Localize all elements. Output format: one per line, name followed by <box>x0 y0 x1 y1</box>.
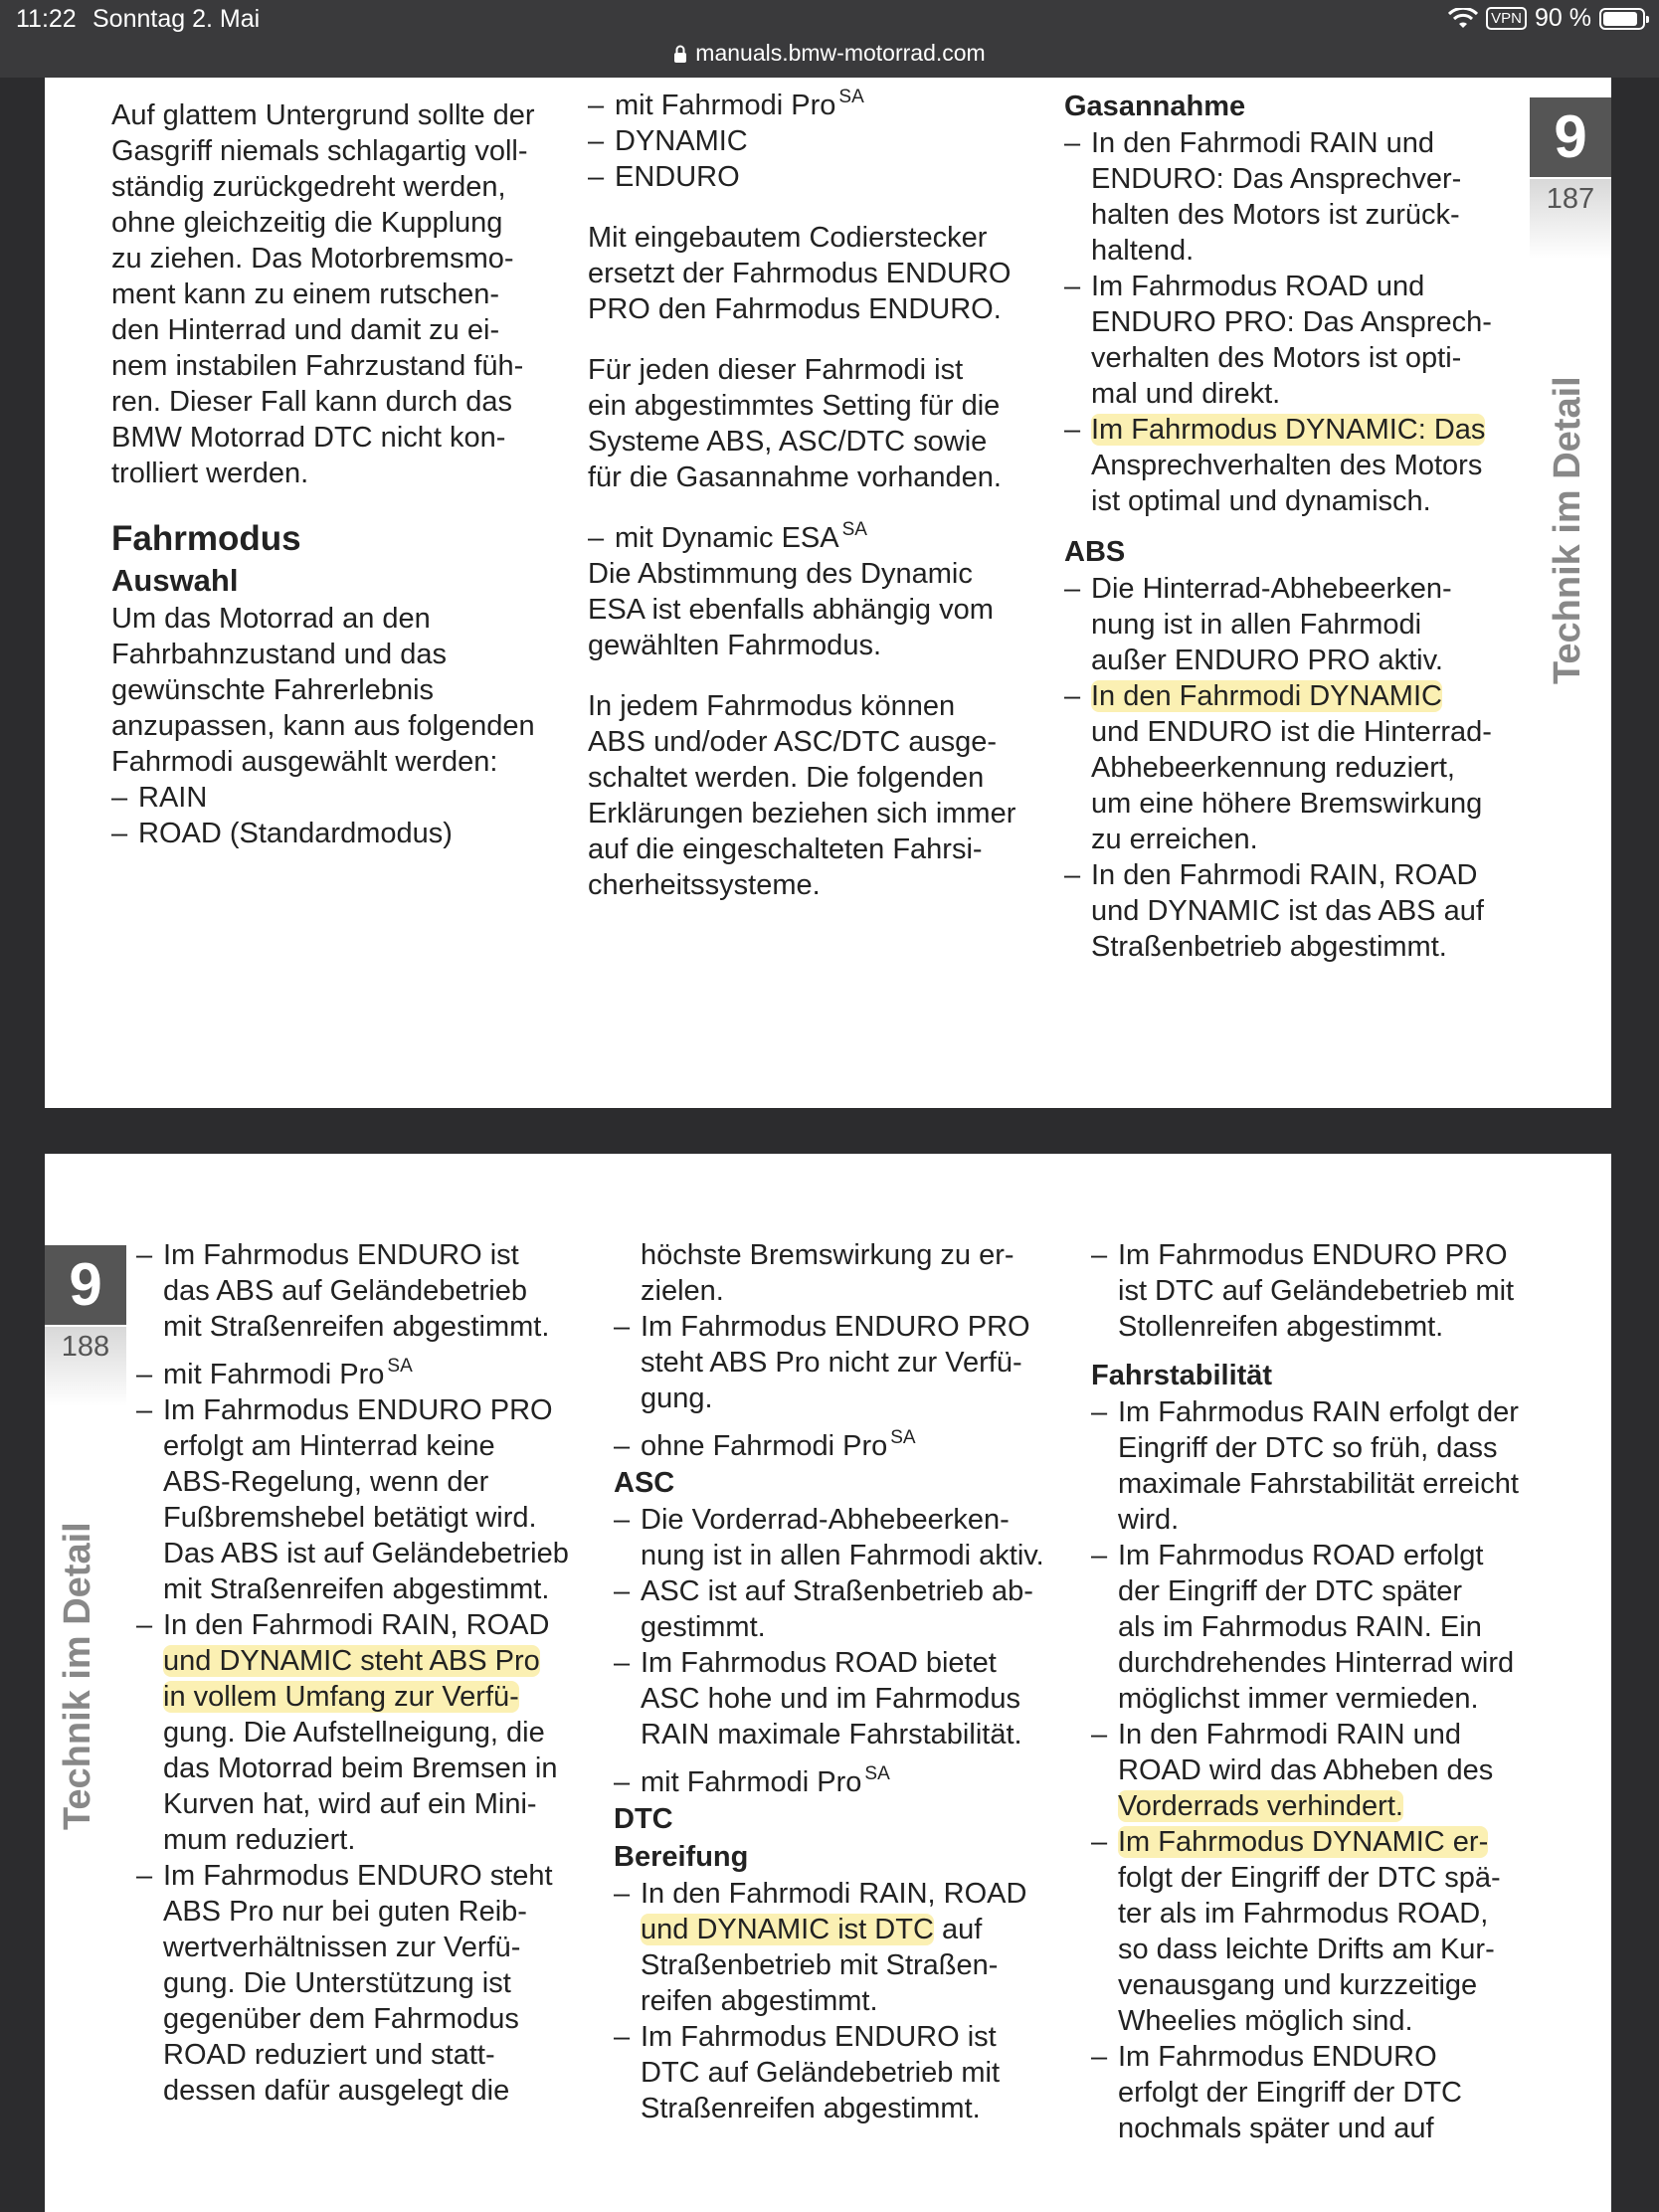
list-item: – Im Fahrmodus ENDURO ist das ABS auf Geländebetrieb mit Straßenreifen abgestimmt. <box>136 1237 604 1345</box>
abs-heading: ABS <box>1064 536 1126 568</box>
lock-icon <box>673 45 687 63</box>
list-item: – Im Fahrmodus ROAD erfolgt der Eingriff der DTC später als im Fahrmodus RAIN. Ein durchdrehendes Hinterrad wird möglichst immer vermieden. <box>1091 1538 1588 1717</box>
list-item: – mit Dynamic ESA $^{SA}$ <box>588 520 1045 556</box>
highlight: in vollem Umfang zur Verfü- <box>163 1681 519 1713</box>
list-item: – ohne Fahrmodi Pro $^{SA}$ <box>614 1428 1091 1464</box>
status-bar <box>0 0 1659 38</box>
page-number: 187 <box>1530 177 1611 259</box>
battery-percent: 90 % <box>1535 4 1591 32</box>
selection-text: Um das Motorrad an den Fahrbahnzustand und das gewünschte Fahrerlebnis anzupassen, kann aus folgenden Fahrmodi ausgewählt werden: <box>111 603 535 778</box>
tyre-heading: Bereifung <box>614 1841 749 1873</box>
vpn-badge: VPN <box>1486 7 1527 30</box>
battery-icon <box>1599 8 1645 30</box>
chapter-tab <box>45 1245 126 1406</box>
list-item: – DYNAMIC <box>588 123 1045 159</box>
list-item: – Im Fahrmodus ROAD bietet ASC hohe und im Fahrmodus RAIN maximale Fahrstabilität. <box>614 1645 1091 1752</box>
list-item: – Im Fahrmodus ENDURO PRO steht ABS Pro nicht zur Verfü- gung. <box>614 1309 1091 1416</box>
chapter-side-title: Technik im Detail <box>57 1522 98 1830</box>
list-item: – Im Fahrmodus ENDURO erfolgt der Eingriff der DTC nochmals später und auf <box>1091 2039 1588 2146</box>
chapter-tab <box>1530 97 1611 259</box>
wifi-icon <box>1448 8 1478 30</box>
list-item: – In den Fahrmodi RAIN und ROAD wird das Abheben des Vorderrads verhindert. <box>1091 1717 1588 1824</box>
page187-column-2 <box>588 88 1045 903</box>
url-text[interactable]: manuals.bmw-motorrad.com <box>695 40 986 66</box>
page188-column-1 <box>136 1237 604 2109</box>
list-item: – Im Fahrmodus DYNAMIC: Das Ansprechverhalten des Motors ist optimal und dynamisch. <box>1064 412 1562 519</box>
gas-heading: Gasannahme <box>1064 91 1246 122</box>
intro-text: Auf glattem Untergrund sollte der Gasgriff niemals schlagartig voll- ständig zurückgedreht werden, ohne gleichzeitig die Kupplung zu ziehen. Das Motorbremsmo- ment kann zu einem rutschen- den Hinterrad und damit zu ei- nem instabilen Fahrzustand füh- ren. Dieser Fall kann durch das BMW Motorrad DTC nicht kon- trolliert werden. <box>111 99 535 489</box>
stability-heading: Fahrstabilität <box>1091 1360 1273 1391</box>
list-item: – mit Fahrmodi Pro $^{SA}$ <box>136 1357 604 1392</box>
status-date: Sonntag 2. Mai <box>92 5 261 33</box>
section-heading: Fahrmodus <box>111 519 301 558</box>
paragraph: Die Abstimmung des Dynamic ESA ist ebenfalls abhängig vom gewählten Fahrmodus. <box>588 558 994 661</box>
dtc-heading: DTC <box>614 1803 673 1835</box>
list-item: – Im Fahrmodus ROAD und ENDURO PRO: Das Ansprech- verhalten des Motors ist opti- mal und direkt. <box>1064 269 1562 412</box>
paragraph: Für jeden dieser Fahrmodi ist ein abgestimmtes Setting für die Systeme ABS, ASC/DTC sowie für die Gasannahme vorhanden. <box>588 354 1002 493</box>
list-item: – ASC ist auf Straßenbetrieb ab- gestimmt. <box>614 1573 1091 1645</box>
continued-text: höchste Bremswirkung zu er- zielen. <box>641 1239 1014 1307</box>
highlight: Im Fahrmodus DYNAMIC er- <box>1118 1826 1489 1858</box>
highlight: und DYNAMIC ist DTC <box>641 1914 934 1945</box>
paragraph: In jedem Fahrmodus können ABS und/oder ASC/DTC ausge- schaltet werden. Die folgenden Erklärungen beziehen sich immer auf die eingeschalteten Fahrsi- cherheitssysteme. <box>588 690 1016 901</box>
list-item: – In den Fahrmodi RAIN, ROAD und DYNAMIC ist das ABS auf Straßenbetrieb abgestimmt. <box>1064 857 1562 965</box>
page188-column-2 <box>614 1237 1091 2126</box>
list-item: – ROAD (Standardmodus) <box>111 816 549 851</box>
list-item: – mit Fahrmodi Pro $^{SA}$ <box>588 88 1045 123</box>
highlight: und DYNAMIC steht ABS Pro <box>163 1645 540 1677</box>
list-item: – In den Fahrmodi RAIN, ROAD und DYNAMIC steht ABS Pro in vollem Umfang zur Verfü- gung. Die Aufstellneigung, die das Motorrad beim Bremsen in Kurven hat, wird auf ein Mini- mum reduziert. <box>136 1607 604 1858</box>
highlight: In den Fahrmodi DYNAMIC <box>1091 680 1442 712</box>
list-item: – Die Vorderrad-Abhebeerken- nung ist in allen Fahrmodi aktiv. <box>614 1502 1091 1573</box>
page187-column-1 <box>111 97 549 851</box>
list-item: – Im Fahrmodus ENDURO PRO erfolgt am Hinterrad keine ABS-Regelung, wenn der Fußbremshebel betätigt wird. Das ABS ist auf Geländebetrieb mit Straßenreifen abgestimmt. <box>136 1392 604 1607</box>
list-item: – RAIN <box>111 780 549 816</box>
page187-column-3 <box>1064 88 1562 965</box>
list-item: – In den Fahrmodi RAIN, ROAD und DYNAMIC ist DTC auf Straßenbetrieb mit Straßen- reifen abgestimmt. <box>614 1876 1091 2019</box>
page188-column-3 <box>1091 1237 1588 2146</box>
status-indicators <box>1448 4 1645 33</box>
paragraph: Mit eingebautem Codierstecker ersetzt der Fahrmodus ENDURO PRO den Fahrmodus ENDURO. <box>588 222 1012 325</box>
list-item: – ENDURO <box>588 159 1045 195</box>
highlight: Vorderrads verhindert. <box>1118 1790 1403 1822</box>
chapter-number: 9 <box>45 1245 126 1325</box>
chapter-number: 9 <box>1530 97 1611 177</box>
status-time: 11:22 <box>16 5 77 33</box>
manual-page-187 <box>45 78 1611 1108</box>
highlight: Im Fahrmodus DYNAMIC: Das <box>1091 414 1486 446</box>
manual-page-188 <box>45 1154 1611 2212</box>
list-item: – In den Fahrmodi DYNAMIC und ENDURO ist die Hinterrad- Abhebeerkennung reduziert, um eine höhere Bremswirkung zu erreichen. <box>1064 678 1562 857</box>
list-item: – Im Fahrmodus DYNAMIC er- folgt der Eingriff der DTC spä- ter als im Fahrmodus ROAD, so dass leichte Drifts am Kur- venausgang und kurzzeitige Wheelies möglich sind. <box>1091 1824 1588 2039</box>
list-item: – Die Hinterrad-Abhebeerken- nung ist in allen Fahrmodi außer ENDURO PRO aktiv. <box>1064 571 1562 678</box>
list-item: – Im Fahrmodus ENDURO steht ABS Pro nur bei guten Reib- wertverhältnissen zur Verfü- gung. Die Unterstützung ist gegenüber dem Fahrmodus ROAD reduziert und statt- dessen dafür ausgelegt die <box>136 1858 604 2109</box>
address-bar[interactable] <box>0 38 1659 78</box>
asc-heading: ASC <box>614 1467 675 1499</box>
list-item: – Im Fahrmodus ENDURO ist DTC auf Geländebetrieb mit Straßenreifen abgestimmt. <box>614 2019 1091 2126</box>
subsection-heading: Auswahl <box>111 563 239 598</box>
list-item: – Im Fahrmodus ENDURO PRO ist DTC auf Geländebetrieb mit Stollenreifen abgestimmt. <box>1091 1237 1588 1345</box>
list-item: – Im Fahrmodus RAIN erfolgt der Eingriff der DTC so früh, dass maximale Fahrstabilität erreicht wird. <box>1091 1394 1588 1538</box>
page-number: 188 <box>45 1325 126 1406</box>
list-item: – mit Fahrmodi Pro $^{SA}$ <box>614 1764 1091 1800</box>
list-item: – In den Fahrmodi RAIN und ENDURO: Das Ansprechver- halten des Motors ist zurück- haltend. <box>1064 125 1562 269</box>
chapter-side-title: Technik im Detail <box>1547 376 1588 684</box>
